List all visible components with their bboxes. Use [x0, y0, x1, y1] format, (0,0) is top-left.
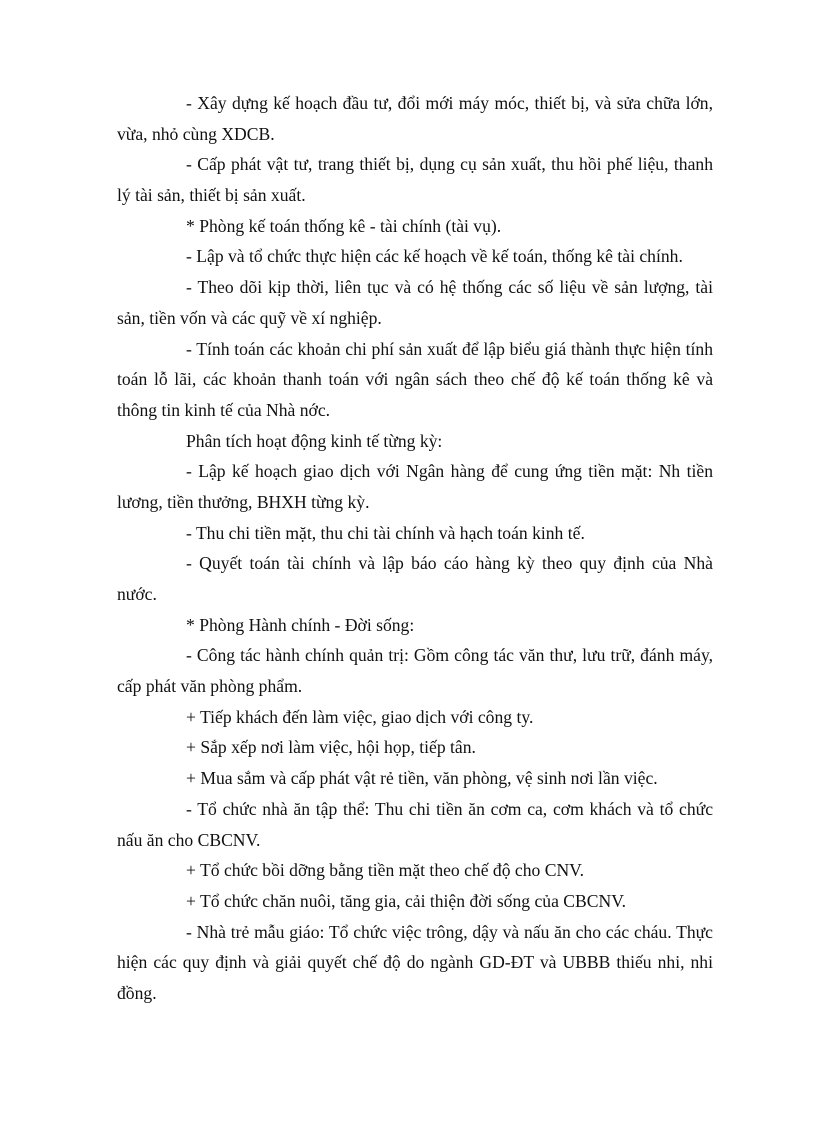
text-line: - Tính toán các khoản chi phí sản xuất để lập biểu giá thành thực hiện tính	[186, 338, 713, 359]
text-line: + Tổ chức chăn nuôi, tăng gia, cải thiện đời sống của CBCNV.	[186, 890, 627, 911]
text-line: sản, tiền vốn và các quỹ về xí nghiệp.	[117, 307, 382, 328]
text-line: - Công tác hành chính quản trị: Gồm công tác văn thư, lưu trữ, đánh máy,	[186, 645, 713, 666]
text-line: + Sắp xếp nơi làm việc, hội họp, tiếp tân.	[186, 737, 476, 758]
text-line: - Nhà trẻ mẫu giáo: Tổ chức việc trông, dậy và nấu ăn cho các cháu. Thực	[186, 921, 713, 942]
section-heading: * Phòng kế toán thống kê - tài chính (tài vụ).	[186, 215, 502, 236]
text-line: vừa, nhỏ cùng XDCB.	[117, 123, 275, 144]
text-line: Phân tích hoạt động kinh tế từng kỳ:	[186, 430, 443, 451]
text-line: - Lập và tổ chức thực hiện các kế hoạch về kế toán, thống kê tài chính.	[186, 246, 683, 267]
text-line: - Xây dựng kế hoạch đầu tư, đổi mới máy móc, thiết bị, và sửa chữa lớn,	[186, 93, 713, 113]
text-line: đồng.	[117, 982, 157, 1003]
text-line: - Thu chi tiền mặt, thu chi tài chính và hạch toán kinh tế.	[186, 522, 585, 543]
text-line: - Theo dõi kịp thời, liên tục và có hệ thống các số liệu về sản lượng, tài	[186, 277, 713, 298]
text-line: nấu ăn cho CBCNV.	[117, 829, 261, 850]
text-line: + Mua sắm và cấp phát vật rẻ tiền, văn phòng, vệ sinh nơi lần việc.	[186, 768, 658, 789]
document-body	[117, 88, 713, 1009]
text-line: - Lập kế hoạch giao dịch với Ngân hàng để cung ứng tiền mặt: Nh tiền	[186, 461, 713, 482]
section-heading: * Phòng Hành chính - Đời sống:	[186, 614, 415, 635]
text-line: lý tài sản, thiết bị sản xuất.	[117, 185, 306, 206]
text-line: - Cấp phát vật tư, trang thiết bị, dụng cụ sản xuất, thu hồi phế liệu, thanh	[186, 154, 713, 175]
text-line: - Quyết toán tài chính và lập báo cáo hàng kỳ theo quy định của Nhà	[186, 553, 713, 574]
text-line: lương, tiền thưởng, BHXH từng kỳ.	[117, 491, 370, 512]
text-line: cấp phát văn phòng phẩm.	[117, 676, 303, 697]
text-line: toán lỗ lãi, các khoản thanh toán với ngân sách theo chế độ kế toán thống kê và	[117, 369, 713, 390]
text-line: - Tổ chức nhà ăn tập thể: Thu chi tiền ăn cơm ca, cơm khách và tổ chức	[186, 798, 713, 819]
text-line: nước.	[117, 584, 157, 604]
text-line: + Tổ chức bồi dỡng bằng tiền mặt theo chế độ cho CNV.	[186, 860, 584, 881]
text-line: hiện các quy định và giải quyết chế độ do ngành GD-ĐT và UBBB thiếu nhi, nhi	[117, 952, 713, 973]
text-line: + Tiếp khách đến làm việc, giao dịch với công ty.	[186, 706, 534, 727]
text-line: thông tin kinh tế của Nhà nớc.	[117, 399, 331, 420]
